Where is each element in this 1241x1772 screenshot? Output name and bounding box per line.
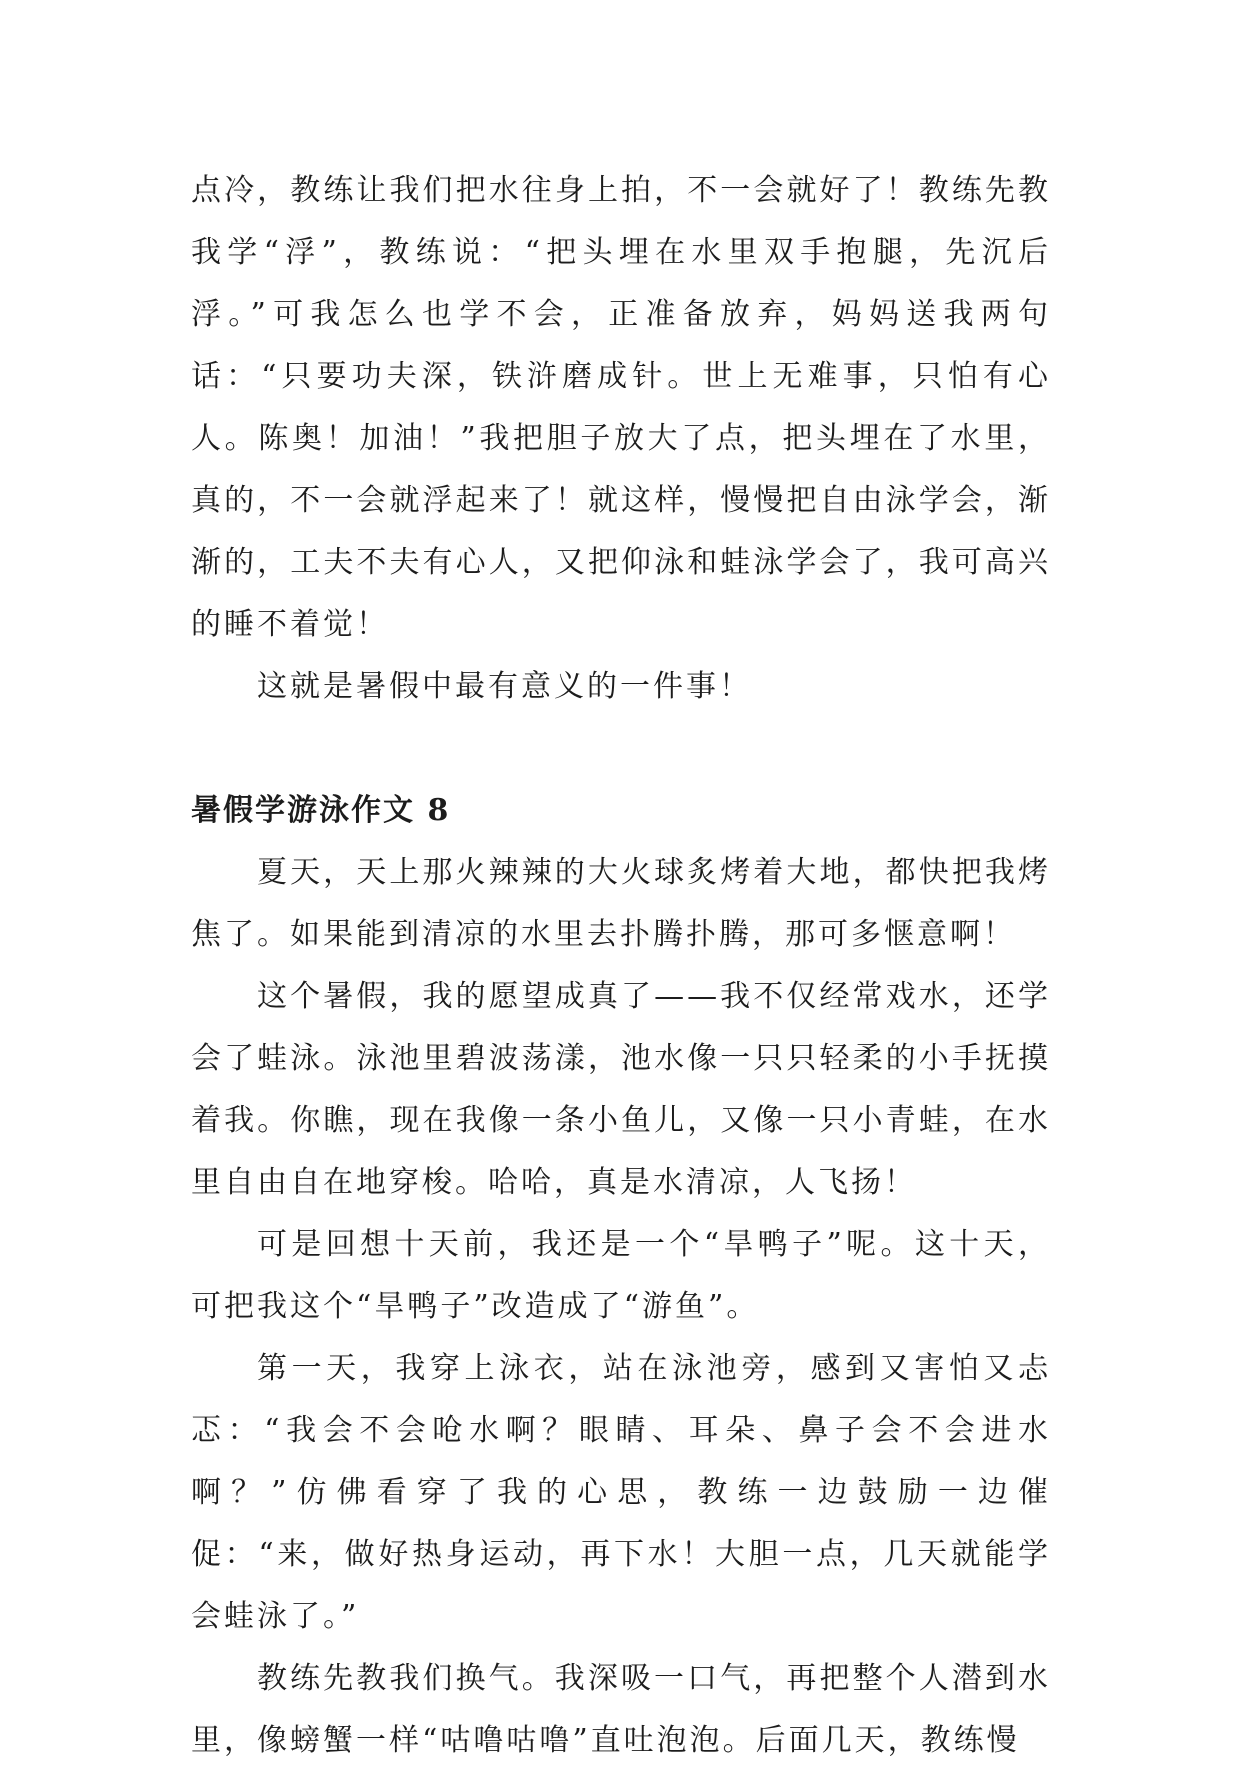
section-spacer <box>191 718 1051 780</box>
paragraph: 点冷，教练让我们把水往身上拍，不一会就好了！教练先教我学“浮”，教练说：“把头埋在水里双手抱腿，先沉后浮。”可我怎么也学不会，正准备放弃，妈妈送我两句话：“只要功夫深，铁浒磨成针。世上无难事，只怕有心人。陈奥！加油！”我把胆子放大了点，把头埋在了水里，真的，不一会就浮起来了！就这样，慢慢把自由泳学会，渐渐的，工夫不夫有心人，又把仰泳和蛙泳学会了，我可高兴的睡不着觉！ <box>191 173 1051 642</box>
section-title: 暑假学游泳作文 8 <box>191 793 451 828</box>
paragraph: 这个暑假，我的愿望成真了——我不仅经常戏水，还学会了蛙泳。泳池里碧波荡漾，池水像一只只轻柔的小手抚摸着我。你瞧，现在我像一条小鱼儿，又像一只小青蛙，在水里自由自在地穿梭。哈哈，真是水清凉，人飞扬！ <box>191 979 1051 1200</box>
paragraph: 这就是暑假中最有意义的一件事！ <box>257 669 752 704</box>
document-body <box>191 160 1051 1772</box>
paragraph: 夏天，天上那火辣辣的大火球炙烤着大地，都快把我烤焦了。如果能到清凉的水里去扑腾扑腾，那可多惬意啊！ <box>191 855 1051 952</box>
paragraph: 第一天，我穿上泳衣，站在泳池旁，感到又害怕又忐忑：“我会不会呛水啊？眼睛、耳朵、鼻子会不会进水啊？”仿佛看穿了我的心思，教练一边鼓励一边催促：“来，做好热身运动，再下水！大胆一点，几天就能学会蛙泳了。” <box>191 1351 1051 1634</box>
paragraph: 教练先教我们换气。我深吸一口气，再把整个人潜到水里，像螃蟹一样“咕噜咕噜”直吐泡泡。后面几天，教练慢 <box>191 1661 1051 1758</box>
paragraph: 可是回想十天前，我还是一个“旱鸭子”呢。这十天，可把我这个“旱鸭子”改造成了“游鱼”。 <box>191 1227 1051 1324</box>
